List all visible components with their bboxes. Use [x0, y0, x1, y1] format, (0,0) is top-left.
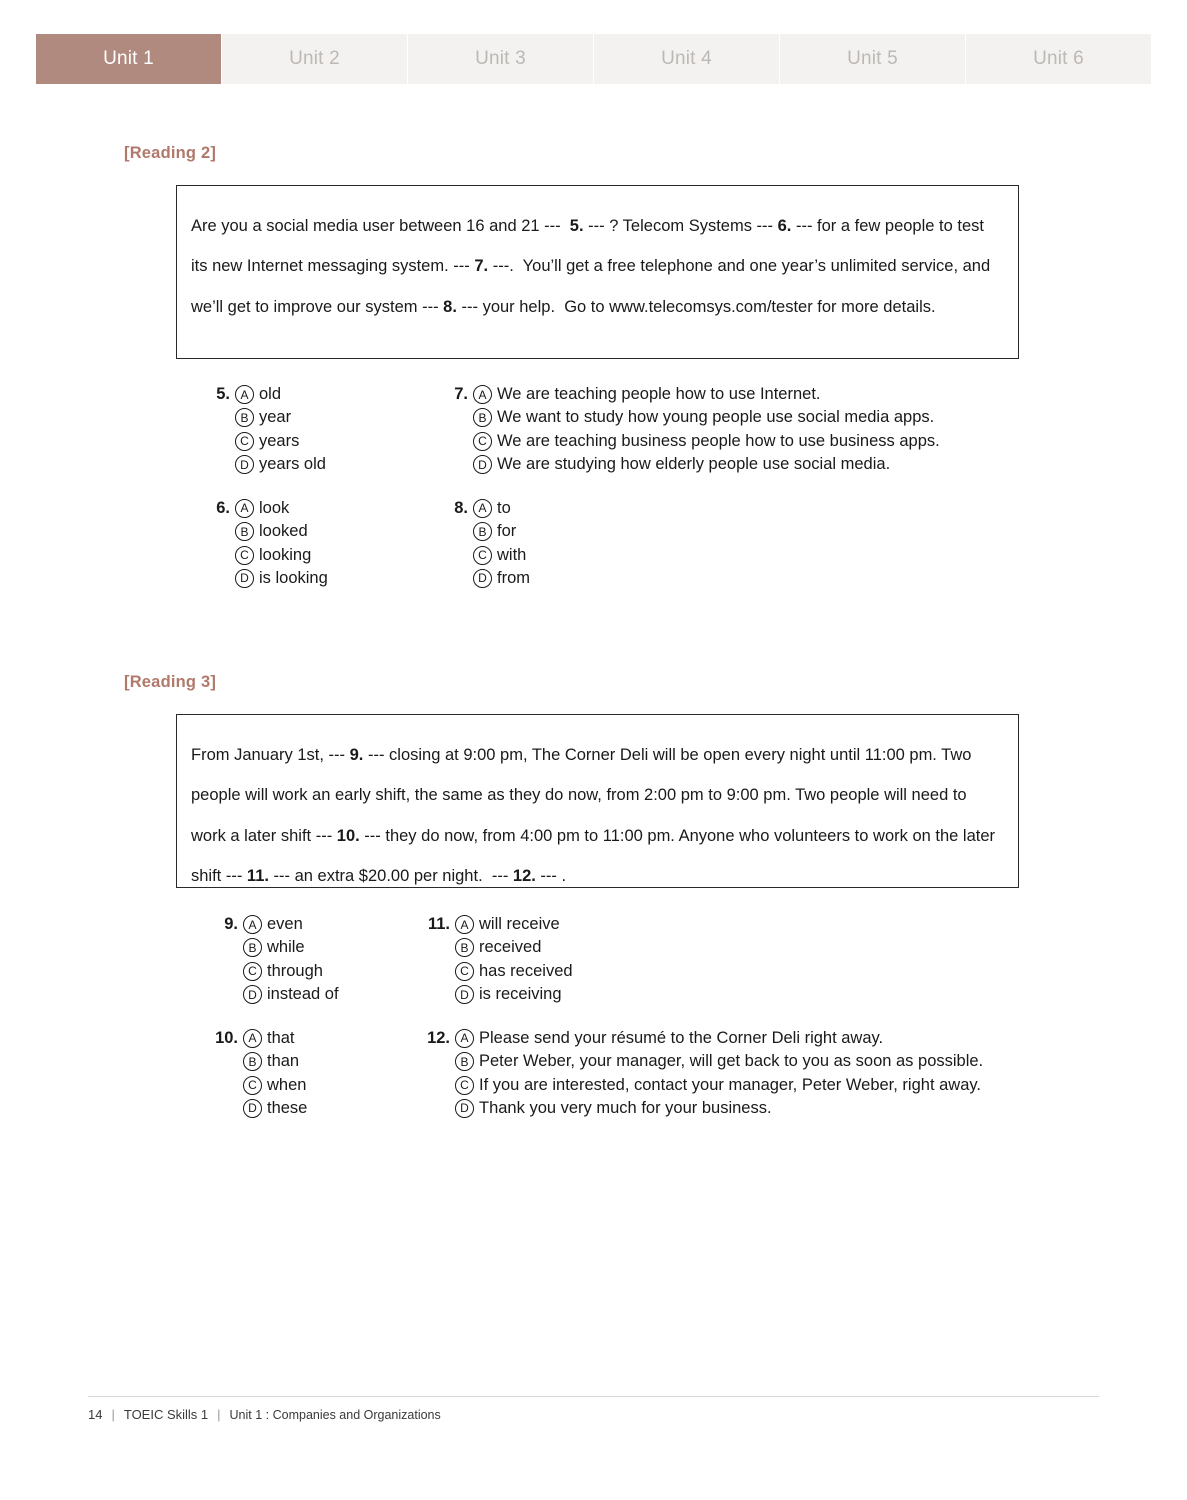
choice-bubble-d[interactable]: D: [473, 455, 492, 474]
question-block: [408, 913, 983, 1007]
choice-row[interactable]: [408, 1074, 983, 1097]
choice-row[interactable]: [196, 453, 328, 476]
choice-text: We want to study how young people use social media apps.: [497, 408, 935, 427]
question-block: [196, 1027, 339, 1121]
question-number: 8.: [454, 498, 468, 517]
choice-text: Please send your résumé to the Corner Deli right away.: [479, 1028, 884, 1047]
choice-row[interactable]: [196, 430, 328, 453]
footer-page-number: 14: [88, 1407, 103, 1422]
reading-3-heading: [Reading 3]: [124, 673, 217, 691]
choice-bubble-b[interactable]: B: [473, 522, 492, 541]
choice-text: We are teaching people how to use Internet.: [497, 385, 821, 403]
choice-text: will receive: [479, 915, 560, 933]
choice-row[interactable]: [408, 1050, 983, 1073]
choice-text: than: [267, 1052, 300, 1071]
choice-row[interactable]: [196, 1050, 339, 1073]
choice-row[interactable]: [196, 567, 328, 590]
choice-bubble-c[interactable]: C: [235, 546, 254, 565]
choice-text: year: [259, 408, 292, 427]
choice-bubble-a[interactable]: A: [455, 915, 474, 934]
question-number: 10.: [215, 1028, 238, 1047]
choice-bubble-a[interactable]: A: [243, 915, 262, 934]
choice-text: Peter Weber, your manager, will get back to you as soon as possible.: [479, 1052, 984, 1071]
question-block: [408, 1027, 983, 1121]
choice-text: to: [497, 498, 511, 517]
choice-text: through: [267, 961, 323, 980]
choice-bubble-a[interactable]: A: [235, 499, 254, 518]
choice-bubble-c[interactable]: C: [455, 1076, 474, 1095]
tab-unit-1[interactable]: Unit 1: [36, 34, 222, 84]
choice-row[interactable]: [434, 383, 940, 406]
choice-bubble-d[interactable]: D: [455, 985, 474, 1004]
question-block: [196, 383, 328, 477]
choice-bubble-d[interactable]: D: [235, 569, 254, 588]
choice-text: while: [267, 938, 305, 957]
choice-row[interactable]: [434, 430, 940, 453]
choice-row[interactable]: [196, 497, 328, 520]
choice-text: from: [497, 568, 530, 587]
question-block: [196, 913, 339, 1007]
footer-unit-title: Unit 1 : Companies and Organizations: [229, 1407, 441, 1422]
choice-row[interactable]: [196, 913, 339, 936]
choice-text: received: [479, 938, 542, 957]
choice-row[interactable]: [434, 544, 940, 567]
choice-bubble-b[interactable]: B: [235, 408, 254, 427]
choice-bubble-b[interactable]: B: [455, 938, 474, 957]
unit-tab-bar: [36, 34, 1151, 84]
choice-text: is receiving: [479, 985, 562, 1004]
choice-text: looking: [259, 545, 312, 564]
choice-row[interactable]: [196, 1027, 339, 1050]
choice-text: looked: [259, 522, 308, 541]
choice-row[interactable]: [408, 1027, 983, 1050]
choice-bubble-b[interactable]: B: [455, 1052, 474, 1071]
footer-separator-2: |: [217, 1407, 221, 1422]
choice-bubble-b[interactable]: B: [243, 938, 262, 957]
reading-2-passage: Are you a social media user between 16 and 21 --- 5. --- ? Telecom Systems --- 6. --- for a few people to test its new Internet messaging system. --- 7. ---. You’ll get a free telephone and one year’s unlimited service, and we’ll get to improve our system --- 8. --- your help. Go to www.telecomsys.com/tester for more details.: [176, 185, 1019, 359]
choice-bubble-c[interactable]: C: [243, 962, 262, 981]
choice-row[interactable]: [408, 913, 983, 936]
question-column-5-6: [196, 383, 328, 610]
choice-bubble-a[interactable]: A: [455, 1029, 474, 1048]
choice-text: We are teaching business people how to use business apps.: [497, 431, 940, 450]
choice-bubble-d[interactable]: D: [235, 455, 254, 474]
choice-row[interactable]: [408, 960, 983, 983]
choice-row[interactable]: [434, 406, 940, 429]
choice-bubble-d[interactable]: D: [243, 1099, 262, 1118]
choice-row[interactable]: [434, 497, 940, 520]
tab-unit-4[interactable]: Unit 4: [594, 34, 780, 84]
footer-separator-1: |: [111, 1407, 115, 1422]
footer-divider: [88, 1396, 1099, 1397]
choice-bubble-c[interactable]: C: [473, 546, 492, 565]
choice-bubble-b[interactable]: B: [243, 1052, 262, 1071]
choice-row[interactable]: [196, 1097, 339, 1120]
choice-text: years old: [259, 455, 326, 474]
choice-row[interactable]: [434, 567, 940, 590]
question-block: [434, 383, 940, 477]
question-number: 11.: [427, 915, 450, 933]
question-block: [196, 497, 328, 591]
footer-book-title: TOEIC Skills 1: [123, 1407, 209, 1422]
choice-row[interactable]: [196, 406, 328, 429]
page-footer: [88, 1407, 441, 1422]
reading-2-heading: [Reading 2]: [124, 144, 217, 162]
choice-text: for: [497, 522, 517, 541]
choice-text: with: [497, 545, 527, 564]
choice-bubble-b[interactable]: B: [473, 408, 492, 427]
choice-row[interactable]: [434, 453, 940, 476]
choice-row[interactable]: [196, 936, 339, 959]
tab-unit-6[interactable]: Unit 6: [1033, 48, 1084, 69]
choice-text: look: [259, 498, 290, 517]
question-block: [434, 497, 940, 591]
question-number: 7.: [454, 385, 468, 403]
choice-text: If you are interested, contact your manager, Peter Weber, right away.: [479, 1075, 981, 1094]
choice-row[interactable]: [434, 520, 940, 543]
choice-row[interactable]: [408, 936, 983, 959]
choice-bubble-a[interactable]: A: [235, 385, 254, 404]
question-number: 6.: [216, 498, 230, 517]
question-number: 12.: [427, 1028, 450, 1047]
choice-row[interactable]: [196, 983, 339, 1006]
choice-text: years: [259, 431, 300, 450]
question-column-9-10: [196, 913, 339, 1140]
choice-text: when: [267, 1075, 307, 1094]
choice-bubble-d[interactable]: D: [455, 1099, 474, 1118]
choice-text: Thank you very much for your business.: [479, 1098, 772, 1117]
choice-text: that: [267, 1028, 295, 1047]
choice-text: has received: [479, 961, 573, 980]
choice-bubble-c[interactable]: C: [235, 432, 254, 451]
question-column-7-8: [434, 383, 940, 610]
choice-bubble-a[interactable]: A: [473, 385, 492, 404]
choice-bubble-c[interactable]: C: [455, 962, 474, 981]
question-number: 5.: [216, 385, 230, 403]
choice-bubble-b[interactable]: B: [235, 522, 254, 541]
choice-row[interactable]: [196, 960, 339, 983]
choice-text: is looking: [259, 568, 328, 587]
choice-text: these: [267, 1098, 308, 1117]
choice-row[interactable]: [196, 520, 328, 543]
choice-row[interactable]: [196, 1074, 339, 1097]
choice-text: old: [259, 385, 282, 403]
choice-row[interactable]: [196, 383, 328, 406]
choice-row[interactable]: [408, 983, 983, 1006]
choice-bubble-d[interactable]: D: [243, 985, 262, 1004]
choice-text: We are studying how elderly people use social media.: [497, 455, 891, 474]
choice-bubble-c[interactable]: C: [243, 1076, 262, 1095]
question-column-11-12: [408, 913, 983, 1140]
choice-bubble-a[interactable]: A: [473, 499, 492, 518]
question-number: 9.: [224, 915, 238, 933]
tab-unit-5[interactable]: Unit 5: [780, 34, 966, 84]
choice-row[interactable]: [408, 1097, 983, 1120]
reading-3-passage: From January 1st, --- 9. --- closing at 9:00 pm, The Corner Deli will be open every night until 11:00 pm. Two people will work an early shift, the same as they do now, from 2:00 pm to 9:00 pm. Two people will need to work a later shift --- 10. --- they do now, from 4:00 pm to 11:00 pm. Anyone who volunteers to work on the later shift --- 11. --- an extra $20.00 per night. --- 12. --- .: [176, 714, 1019, 888]
choice-bubble-c[interactable]: C: [473, 432, 492, 451]
choice-bubble-d[interactable]: D: [473, 569, 492, 588]
choice-text: even: [267, 915, 303, 933]
choice-row[interactable]: [196, 544, 328, 567]
tab-unit-3[interactable]: Unit 3: [408, 34, 594, 84]
tab-unit-2[interactable]: Unit 2: [222, 34, 408, 84]
choice-text: instead of: [267, 985, 339, 1004]
choice-bubble-a[interactable]: A: [243, 1029, 262, 1048]
